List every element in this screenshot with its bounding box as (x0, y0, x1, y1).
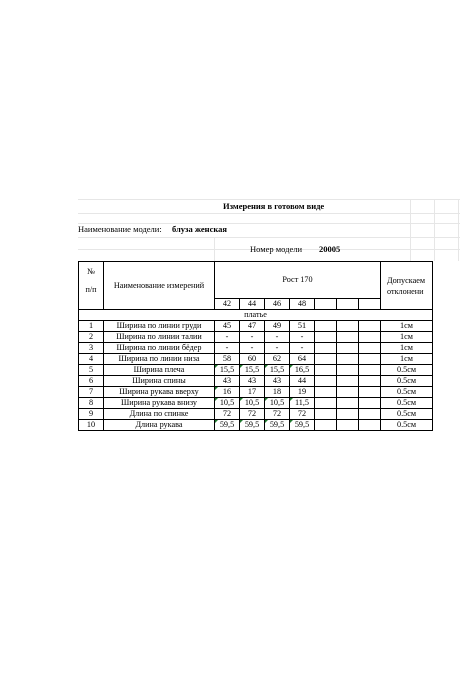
row-number-cell: 5 (79, 365, 104, 376)
measure-value-cell: 10,5 (215, 398, 240, 409)
measure-value-cell: 17 (240, 387, 265, 398)
empty-cell (337, 299, 359, 310)
empty-cell (359, 398, 381, 409)
tolerance-cell: 1см (381, 321, 433, 332)
empty-cell (337, 387, 359, 398)
empty-cell (315, 321, 337, 332)
tolerance-header (381, 262, 433, 310)
empty-cell (359, 376, 381, 387)
tolerance-header-line1: Допускаем (387, 275, 426, 285)
measure-name-cell: Ширина плеча (104, 365, 215, 376)
row-number-cell: 10 (79, 420, 104, 431)
size-cell: 44 (240, 299, 265, 310)
size-cell: 46 (265, 299, 290, 310)
measure-value-cell: - (215, 343, 240, 354)
empty-cell (315, 343, 337, 354)
measure-value-cell: 72 (240, 409, 265, 420)
measure-value-cell: 10,5 (240, 398, 265, 409)
empty-cell (315, 332, 337, 343)
model-name-value: блуза женская (172, 224, 227, 234)
measure-value-cell: 72 (265, 409, 290, 420)
empty-cell (337, 343, 359, 354)
measure-value-cell: 45 (215, 321, 240, 332)
tolerance-cell: 1см (381, 343, 433, 354)
row-number-cell: 1 (79, 321, 104, 332)
row-number-cell: 6 (79, 376, 104, 387)
measure-value-cell: - (290, 343, 315, 354)
tolerance-cell: 0.5см (381, 398, 433, 409)
measure-value-cell: 43 (215, 376, 240, 387)
measure-name-cell: Ширина по линии талии (104, 332, 215, 343)
measure-value-cell: - (265, 343, 290, 354)
empty-cell (315, 376, 337, 387)
measure-value-cell: 43 (240, 376, 265, 387)
empty-cell (337, 376, 359, 387)
table-row (79, 420, 433, 431)
header-row (79, 262, 433, 299)
table-row (79, 321, 433, 332)
table-row (79, 332, 433, 343)
number-header (79, 262, 104, 310)
gridline (78, 237, 460, 238)
gridline (78, 213, 460, 214)
empty-cell (337, 332, 359, 343)
measure-value-cell: 16,5 (290, 365, 315, 376)
model-name-label: Наименование модели: (78, 224, 162, 234)
gridline (214, 237, 215, 261)
gridline (78, 199, 460, 200)
model-number-value: 20005 (319, 244, 341, 254)
row-number-cell: 9 (79, 409, 104, 420)
tolerance-cell: 0.5см (381, 376, 433, 387)
measure-name-cell: Длина по спинке (104, 409, 215, 420)
empty-cell (359, 332, 381, 343)
measure-value-cell: 72 (290, 409, 315, 420)
number-header-top: № (87, 267, 95, 276)
measure-value-cell: 49 (265, 321, 290, 332)
tolerance-cell: 1см (381, 332, 433, 343)
empty-cell (337, 321, 359, 332)
measure-name-cell: Ширина по линии груди (104, 321, 215, 332)
measure-value-cell: 11,5 (290, 398, 315, 409)
empty-cell (315, 420, 337, 431)
measure-value-cell: 43 (265, 376, 290, 387)
table-row (79, 354, 433, 365)
measure-value-cell: 18 (265, 387, 290, 398)
tolerance-header-line2: отклонени (387, 286, 424, 296)
measure-value-cell: - (290, 332, 315, 343)
measure-name-cell: Ширина спины (104, 376, 215, 387)
measure-value-cell: 62 (265, 354, 290, 365)
empty-cell (337, 354, 359, 365)
tolerance-cell: 0.5см (381, 409, 433, 420)
model-number-label: Номер модели (250, 244, 303, 254)
empty-cell (315, 398, 337, 409)
empty-cell (315, 409, 337, 420)
size-cell: 42 (215, 299, 240, 310)
measure-name-cell: Ширина рукава вверху (104, 387, 215, 398)
section-label: платье (79, 310, 433, 321)
row-number-cell: 2 (79, 332, 104, 343)
measure-value-cell: 19 (290, 387, 315, 398)
empty-cell (315, 354, 337, 365)
tolerance-cell: 0.5см (381, 387, 433, 398)
measure-value-cell: 15,5 (215, 365, 240, 376)
sheet-title: Измерения в готовом виде (223, 201, 325, 211)
empty-cell (359, 321, 381, 332)
measure-value-cell: 10,5 (265, 398, 290, 409)
empty-cell (315, 387, 337, 398)
empty-cell (337, 409, 359, 420)
tolerance-cell: 0.5см (381, 420, 433, 431)
measure-value-cell: 58 (215, 354, 240, 365)
section-row (79, 310, 433, 321)
measure-name-cell: Ширина рукава внизу (104, 398, 215, 409)
measure-value-cell: 60 (240, 354, 265, 365)
number-header-bottom: п/п (85, 285, 97, 294)
empty-cell (315, 299, 337, 310)
measure-name-cell: Ширина по линии низа (104, 354, 215, 365)
measure-name-cell: Длина рукава (104, 420, 215, 431)
empty-cell (359, 343, 381, 354)
measure-value-cell: 15,5 (240, 365, 265, 376)
measure-value-cell: 59,5 (215, 420, 240, 431)
measure-value-cell: - (240, 332, 265, 343)
table-row (79, 376, 433, 387)
row-number-cell: 3 (79, 343, 104, 354)
measure-value-cell: - (265, 332, 290, 343)
empty-cell (359, 420, 381, 431)
table-row (79, 398, 433, 409)
measure-value-cell: 16 (215, 387, 240, 398)
empty-cell (359, 365, 381, 376)
table-row (79, 387, 433, 398)
row-number-cell: 4 (79, 354, 104, 365)
measure-value-cell: 59,5 (265, 420, 290, 431)
empty-cell (359, 299, 381, 310)
measure-value-cell: 59,5 (290, 420, 315, 431)
tolerance-cell: 1см (381, 354, 433, 365)
measure-value-cell: 72 (215, 409, 240, 420)
gridline (434, 199, 435, 261)
tolerance-cell: 0.5см (381, 365, 433, 376)
measure-value-cell: 64 (290, 354, 315, 365)
empty-cell (315, 365, 337, 376)
empty-cell (359, 409, 381, 420)
table-row (79, 343, 433, 354)
measure-value-cell: - (215, 332, 240, 343)
measure-value-cell: 59,5 (240, 420, 265, 431)
empty-cell (359, 387, 381, 398)
empty-cell (337, 365, 359, 376)
measure-value-cell: 44 (290, 376, 315, 387)
measure-value-cell: 15,5 (265, 365, 290, 376)
row-number-cell: 8 (79, 398, 104, 409)
row-number-cell: 7 (79, 387, 104, 398)
measure-name-header: Наименование измерений (104, 262, 215, 310)
table-row (79, 365, 433, 376)
measure-value-cell: 47 (240, 321, 265, 332)
size-cell: 48 (290, 299, 315, 310)
gridline (458, 199, 459, 261)
table-row (79, 409, 433, 420)
empty-cell (337, 420, 359, 431)
measure-value-cell: - (240, 343, 265, 354)
measurements-table (78, 261, 433, 431)
measure-name-cell: Ширина по линии бёдер (104, 343, 215, 354)
gridline (410, 199, 411, 261)
measure-value-cell: 51 (290, 321, 315, 332)
height-header: Рост 170 (215, 262, 381, 299)
empty-cell (359, 354, 381, 365)
empty-cell (337, 398, 359, 409)
